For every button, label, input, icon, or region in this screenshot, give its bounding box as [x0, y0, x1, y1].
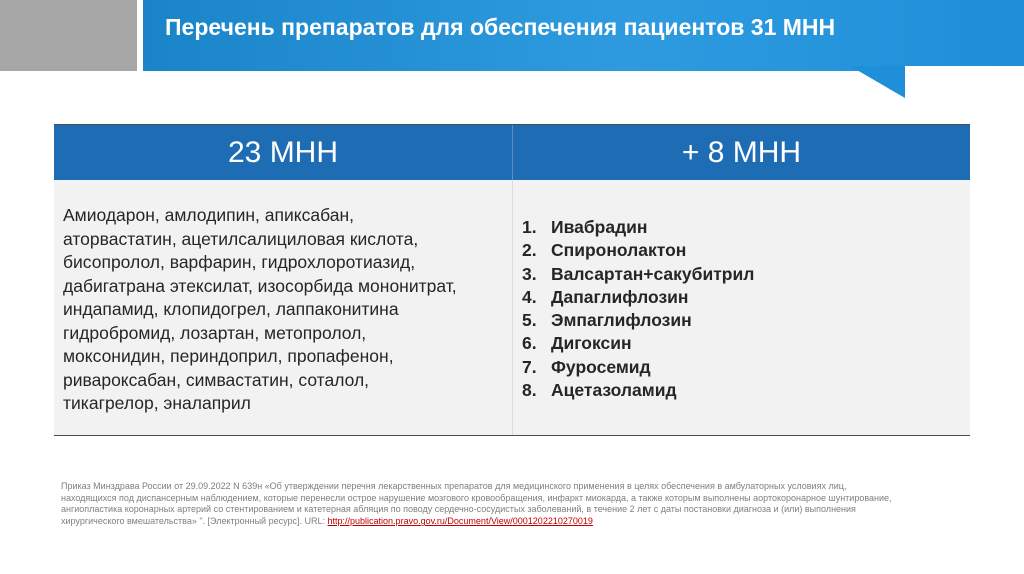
drug-line: тикагрелор, эналаприл	[63, 393, 251, 413]
list-item-number: 7.	[522, 356, 537, 377]
list-item-name: Эмпаглифлозин	[551, 310, 692, 331]
footnote-line-last	[61, 516, 966, 528]
list-item	[522, 332, 754, 355]
column-header-23: 23 МНН	[54, 125, 513, 180]
list-item	[522, 216, 754, 239]
list-item-number: 1.	[522, 217, 537, 237]
drug-paragraph	[63, 204, 503, 416]
list-item-number: 8.	[522, 380, 537, 401]
footnote	[61, 481, 966, 528]
column-body-plus8	[513, 180, 970, 435]
list-item-name: Дапаглифлозин	[551, 286, 689, 307]
list-item-number: 4.	[522, 286, 537, 307]
list-item-name: Фуросемид	[551, 356, 651, 377]
drug-line: аторвастатин, ацетилсалициловая кислота,	[63, 228, 419, 249]
header-tail-fill	[905, 66, 1024, 98]
column-body-23	[54, 180, 513, 435]
list-item	[522, 356, 754, 379]
drug-line: Амиодарон, амлодипин, апиксабан,	[63, 205, 354, 225]
list-item	[522, 263, 754, 286]
mnn-table	[54, 124, 970, 436]
list-item-number: 5.	[522, 310, 537, 331]
list-item-number: 3.	[522, 263, 537, 284]
drug-line: гидробромид, лозартан, метопролол,	[63, 322, 367, 343]
column-header-plus8: + 8 МНН	[513, 125, 970, 180]
list-item-name: Валсартан+сакубитрил	[551, 263, 755, 284]
list-item-number: 2.	[522, 240, 537, 261]
list-item	[522, 239, 754, 262]
source-link[interactable]: http://publication.pravo.gov.ru/Document/View/0001202210270019	[327, 516, 593, 527]
footnote-line: находящихся под диспансерным наблюдением, которые перенесли острое нарушение мозгового кровообращения, инфаркт миокарда, а также которым выполнены аортокоронарное шунтирование,	[61, 492, 892, 503]
list-item-name: Ацетазоламид	[551, 380, 677, 401]
drug-line: дабигатрана этексилат, изосорбида мононитрат,	[63, 275, 457, 296]
list-item	[522, 309, 754, 332]
list-item-name: Спиронолактон	[551, 240, 687, 261]
list-item-name: Ивабрадин	[551, 217, 648, 237]
footnote-line: Приказ Минздрава России от 29.09.2022 N 639н «Об утверждении перечня лекарственных препаратов для медицинского применения в целях обеспечения в амбулаторных условиях лиц,	[61, 481, 847, 491]
list-item	[522, 286, 754, 309]
footnote-line: ангиопластика коронарных артерий со стентированием и катетерная абляция по поводу сердечно-сосудистых заболеваний, в течение 2 лет с даты постановки диагноза и (или) выполнения	[61, 504, 856, 515]
header-grey-block	[0, 0, 137, 71]
footnote-prefix: хирургического вмешательства» ". [Электронный ресурс]. URL:	[61, 516, 328, 527]
drug-line: ривароксабан, симвастатин, соталол,	[63, 369, 370, 390]
drug-line: индапамид, клопидогрел, лаппаконитина	[63, 299, 399, 319]
numbered-drug-list	[522, 216, 754, 402]
drug-line: моксонидин, периндоприл, пропафенон,	[63, 346, 394, 366]
list-item	[522, 379, 754, 402]
page-title: Перечень препаратов для обеспечения пациентов 31 МНН	[165, 14, 836, 40]
header-tail	[850, 66, 905, 98]
list-item-name: Дигоксин	[551, 333, 632, 354]
list-item-number: 6.	[522, 333, 537, 354]
drug-line: бисопролол, варфарин, гидрохлоротиазид,	[63, 252, 416, 272]
